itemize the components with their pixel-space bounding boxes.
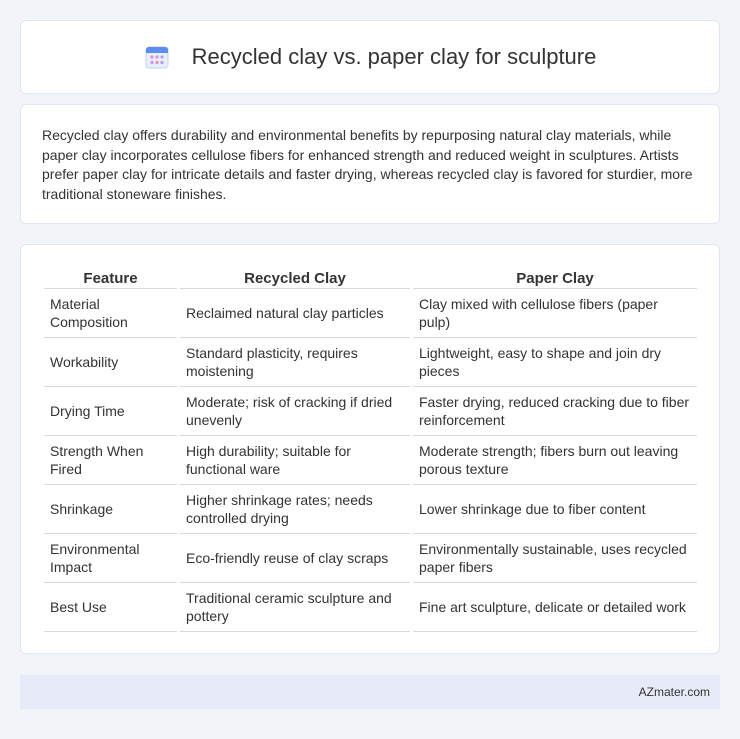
table-row <box>44 289 697 338</box>
recycled-clay-cell: Higher shrinkage rates; needs controlled drying <box>180 485 410 534</box>
recycled-clay-cell: Eco-friendly reuse of clay scraps <box>180 534 410 583</box>
recycled-clay-cell: Moderate; risk of cracking if dried unevenly <box>180 387 410 436</box>
paper-clay-cell: Environmentally sustainable, uses recycled paper fibers <box>413 534 697 583</box>
comparison-card <box>20 244 720 654</box>
table-row <box>44 583 697 632</box>
recycled-clay-cell: Reclaimed natural clay particles <box>180 289 410 338</box>
table-row <box>44 387 697 436</box>
table-header-row <box>44 265 697 289</box>
header-feature: Feature <box>44 265 177 289</box>
header-recycled-clay: Recycled Clay <box>180 265 410 289</box>
paper-clay-cell: Faster drying, reduced cracking due to fiber reinforcement <box>413 387 697 436</box>
page-title: Recycled clay vs. paper clay for sculpture <box>191 44 597 69</box>
feature-cell: Drying Time <box>44 387 177 436</box>
footer-brand: AZmater.com <box>638 685 710 699</box>
intro-card <box>20 104 720 224</box>
table-row <box>44 485 697 534</box>
intro-paragraph: Recycled clay offers durability and environmental benefits by repurposing natural clay materials, while paper clay incorporates cellulose fibers for enhanced strength and reduced weight in sculptures. Artists prefer paper clay for intricate details and faster drying, whereas recycled clay is favored for sturdier, more traditional stoneware finishes. <box>42 127 693 202</box>
feature-cell: Strength When Fired <box>44 436 177 485</box>
recycled-clay-cell: High durability; suitable for functional ware <box>180 436 410 485</box>
recycled-clay-cell: Standard plasticity, requires moistening <box>180 338 410 387</box>
paper-clay-cell: Lightweight, easy to shape and join dry pieces <box>413 338 697 387</box>
feature-cell: Workability <box>44 338 177 387</box>
feature-cell: Shrinkage <box>44 485 177 534</box>
recycled-clay-cell: Traditional ceramic sculpture and pottery <box>180 583 410 632</box>
table-row <box>44 436 697 485</box>
paper-clay-cell: Fine art sculpture, delicate or detailed work <box>413 583 697 632</box>
calendar-icon <box>144 44 170 70</box>
feature-cell: Best Use <box>44 583 177 632</box>
paper-clay-cell: Lower shrinkage due to fiber content <box>413 485 697 534</box>
table-row <box>44 338 697 387</box>
comparison-table <box>41 265 700 632</box>
footer-bar <box>20 675 720 709</box>
feature-cell: Environmental Impact <box>44 534 177 583</box>
title-card <box>20 20 720 94</box>
paper-clay-cell: Moderate strength; fibers burn out leaving porous texture <box>413 436 697 485</box>
header-paper-clay: Paper Clay <box>413 265 697 289</box>
feature-cell: Material Composition <box>44 289 177 338</box>
paper-clay-cell: Clay mixed with cellulose fibers (paper pulp) <box>413 289 697 338</box>
table-row <box>44 534 697 583</box>
